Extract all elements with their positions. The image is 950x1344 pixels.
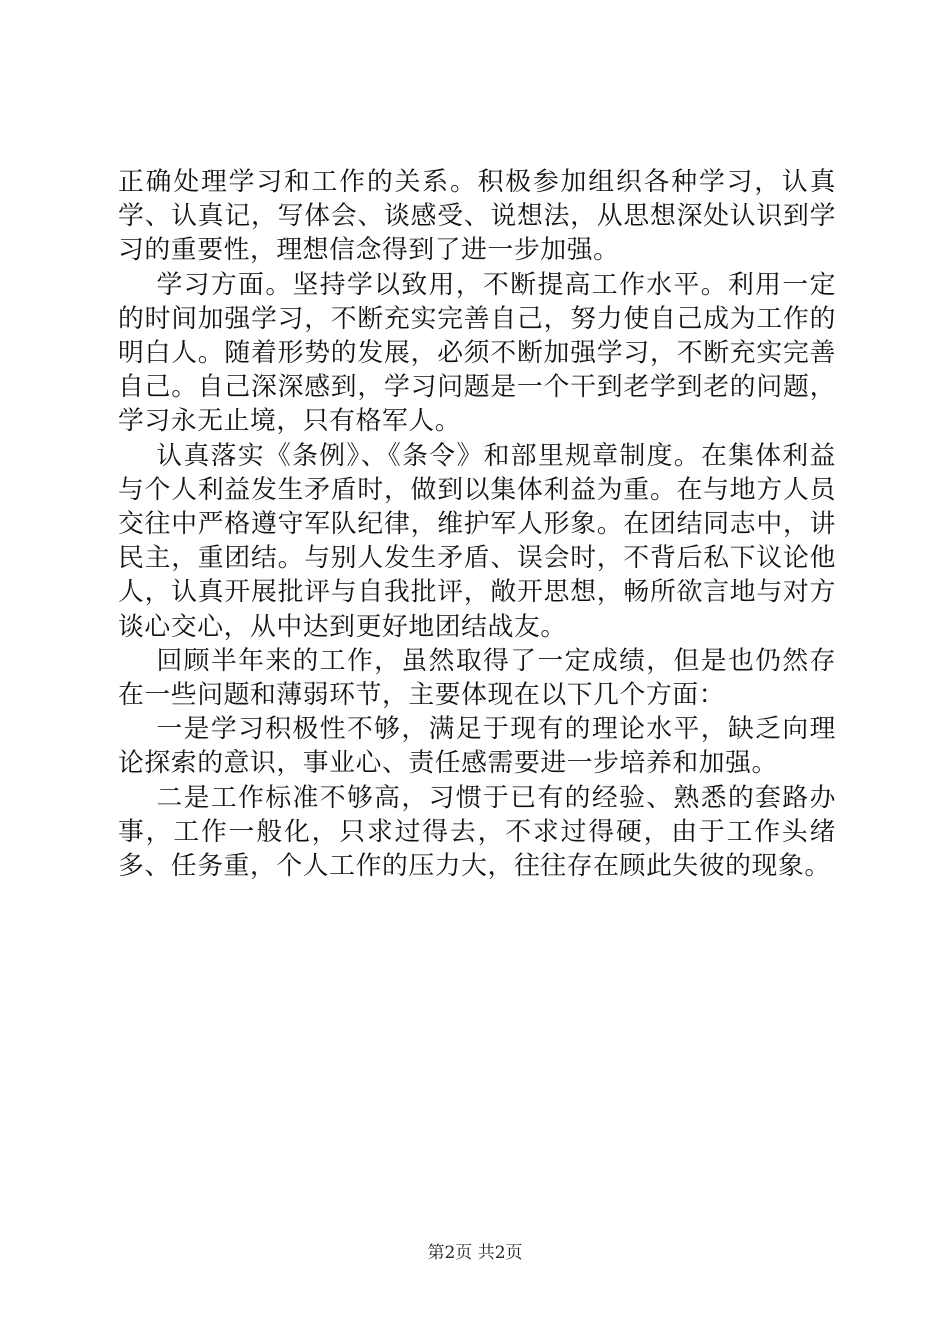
document-body [118, 165, 836, 883]
paragraph-discipline-unity: 认真落实《条例》、《条令》和部里规章制度。在集体利益与个人利益发生矛盾时，做到以集体利益为重。在与地方人员交往中严格遵守军队纪律，维护军人形象。在团结同志中，讲民主，重团结。与别人发生矛盾、误会时，不背后私下议论他人，认真开展批评与自我批评，敞开思想，畅所欲言地与对方谈心交心，从中达到更好地团结战友。 [118, 440, 836, 642]
page-number-footer: 第2页 共2页 [427, 1243, 523, 1263]
paragraph-study-aspect: 学习方面。坚持学以致用，不断提高工作水平。利用一定的时间加强学习，不断充实完善自己，努力使自己成为工作的明白人。随着形势的发展，必须不断加强学习，不断充实完善自己。自己深深感到，学习问题是一个干到老学到老的问题，学习永无止境，只有格军人。 [118, 269, 836, 437]
paragraph-problem-two: 二是工作标准不够高，习惯于已有的经验、熟悉的套路办事，工作一般化，只求过得去，不求过得硬，由于工作头绪多、任务重，个人工作的压力大，往往存在顾此失彼的现象。 [118, 782, 836, 882]
paragraph-problem-one: 一是学习积极性不够，满足于现有的理论水平，缺乏向理论探索的意识，事业心、责任感需要进一步培养和加强。 [118, 714, 836, 779]
paragraph-review-problems: 回顾半年来的工作，虽然取得了一定成绩，但是也仍然存在一些问题和薄弱环节，主要体现在以下几个方面： [118, 645, 836, 711]
paragraph-study-work-relationship: 正确处理学习和工作的关系。积极参加组织各种学习，认真学、认真记，写体会、谈感受、说想法，从思想深处认识到学习的重要性，理想信念得到了进一步加强。 [118, 167, 836, 266]
